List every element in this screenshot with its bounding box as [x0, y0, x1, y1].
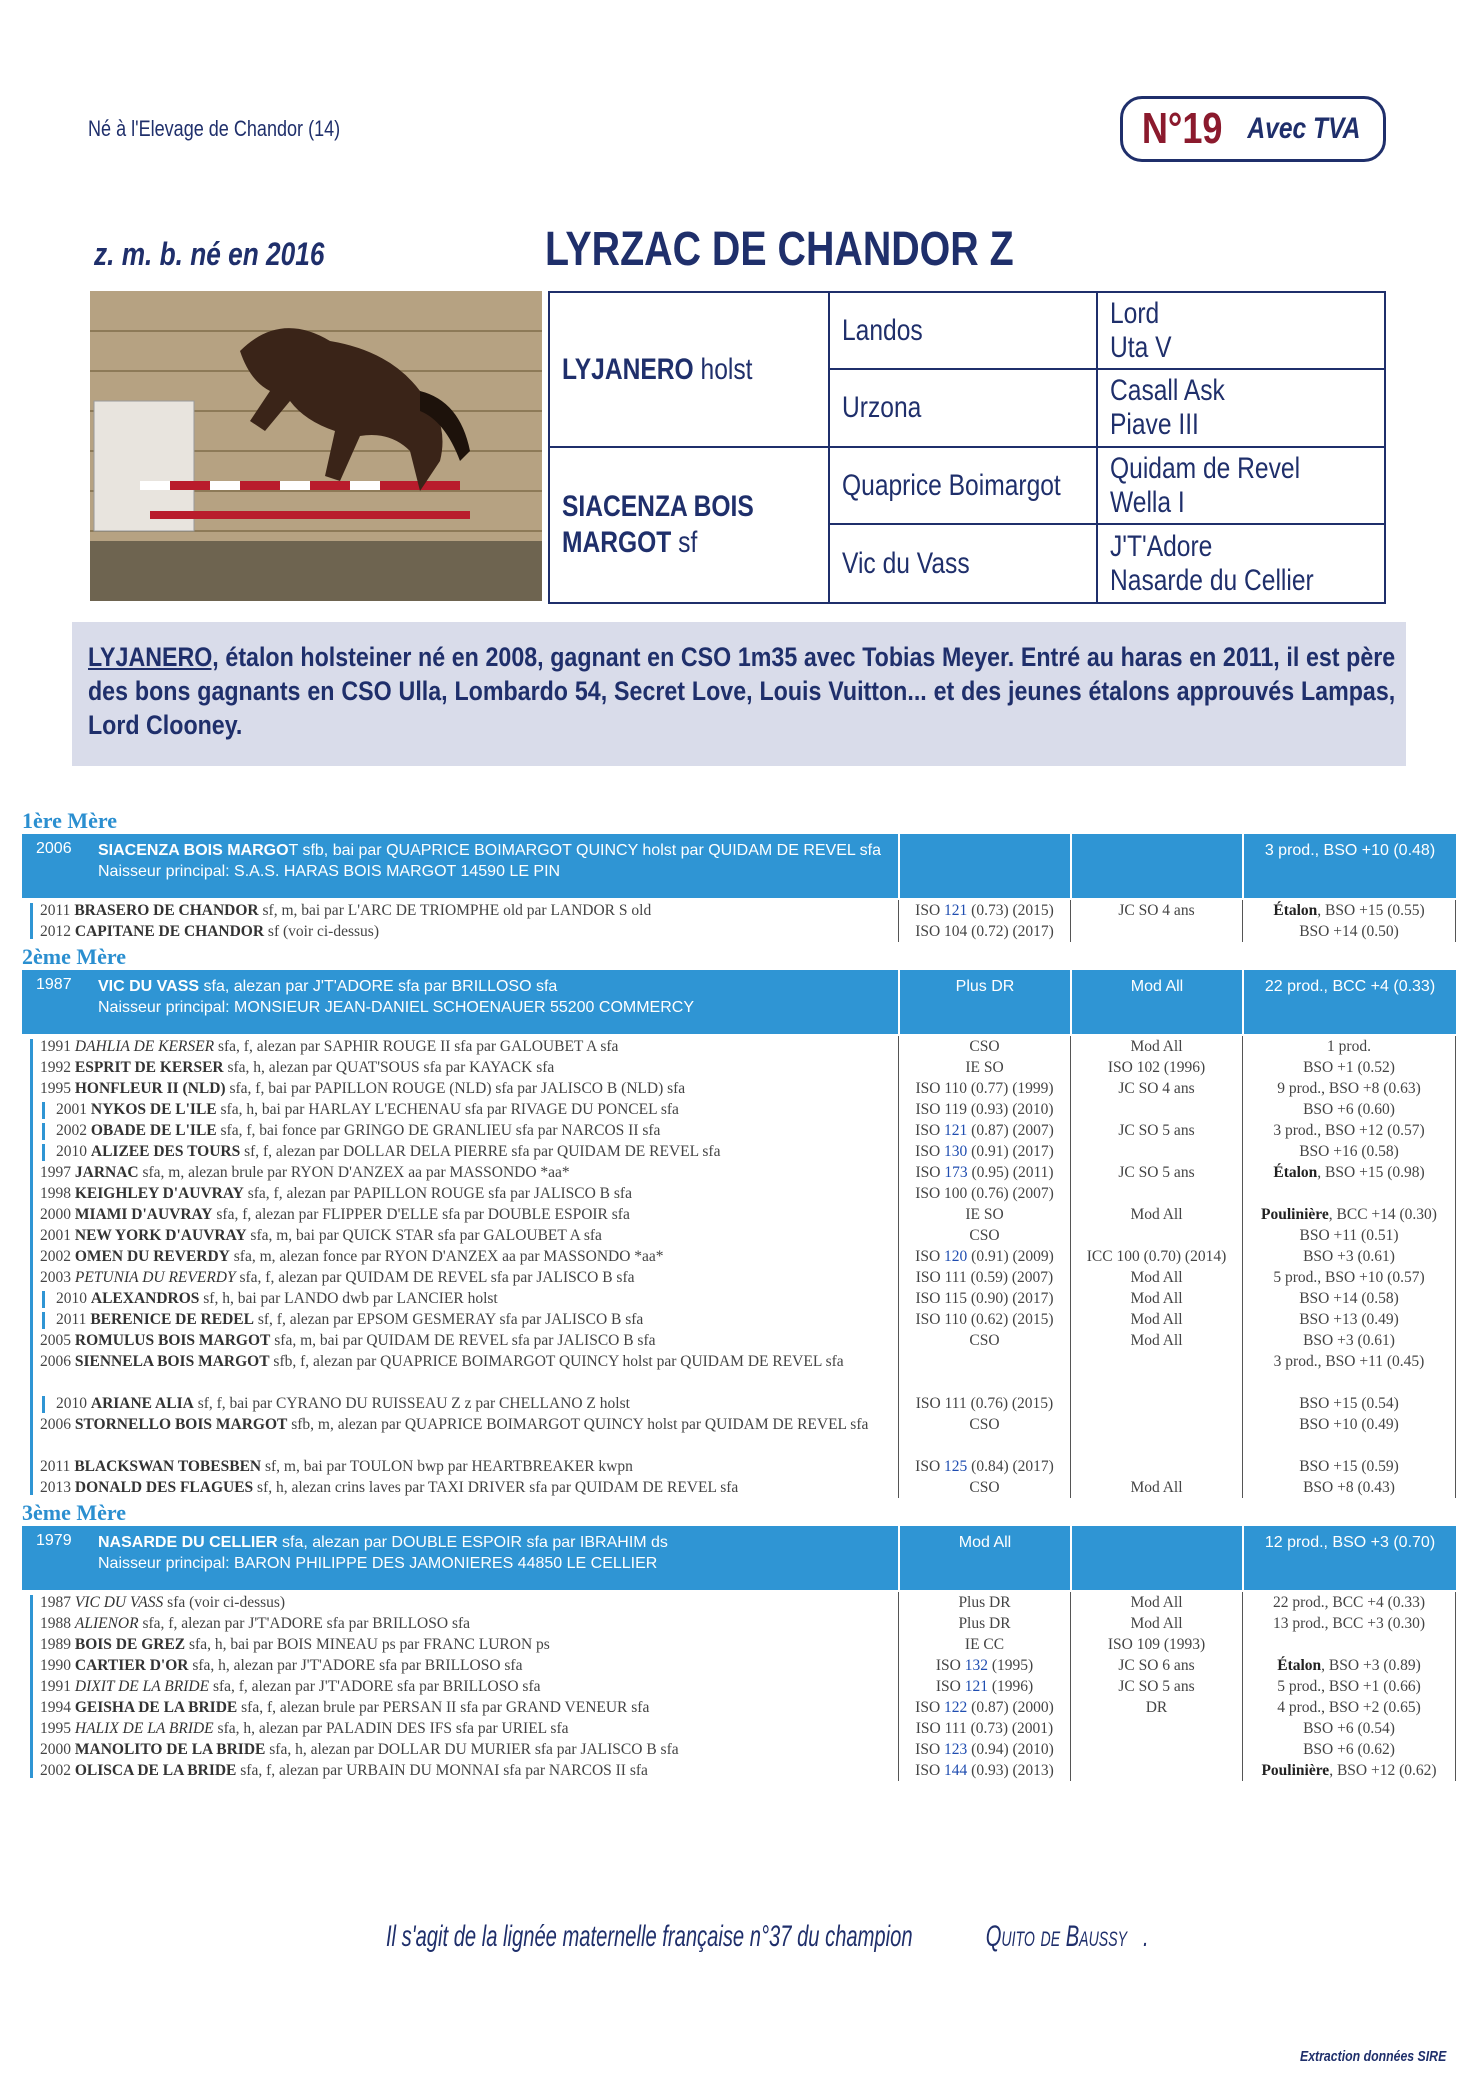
row-col2: JC SO 5 ans: [1070, 1676, 1242, 1697]
row-col2: Mod All: [1070, 1330, 1242, 1351]
mere2-name-tail: sfa, alezan par J'T'ADORE sfa par BRILLOSO sfa: [199, 978, 558, 995]
mere3-col3: 12 prod., BSO +3 (0.70): [1242, 1526, 1456, 1590]
mere3-description: [98, 1532, 898, 1574]
row-col2: Mod All: [1070, 1267, 1242, 1288]
row-description: 2010 ALIZEE DES TOURS sf, f, alezan par DOLLAR DELA PIERRE sfa par QUIDAM DE REVEL sfa: [56, 1143, 721, 1160]
row-description: 2002 OMEN DU REVERDY sfa, m, alezan fonce par RYON D'ANZEX aa par MASSONDO *aa*: [40, 1248, 664, 1265]
row-horse-name: HONFLEUR II (NLD): [74, 1080, 226, 1097]
row-horse-name: MANOLITO DE LA BRIDE: [74, 1741, 266, 1758]
row-col2: JC SO 6 ans: [1070, 1655, 1242, 1676]
mere1-col3: 3 prod., BSO +10 (0.48): [1242, 834, 1456, 898]
row-col3: Étalon, BSO +15 (0.98): [1242, 1162, 1456, 1183]
mere3-header: [22, 1526, 1456, 1590]
row-horse-name: ARIANE ALIA: [90, 1395, 194, 1412]
mere3-col2: [1070, 1526, 1242, 1590]
gen3-7: J'T'Adore: [1110, 529, 1213, 563]
mere1-year: 2006: [36, 840, 72, 857]
dam-cell: [548, 446, 830, 604]
table-row: [22, 921, 1456, 942]
gen3-5: Quidam de Revel: [1110, 451, 1301, 485]
lineage-note-champion: Quito de Baussy: [985, 1920, 1127, 1953]
score-highlight: 121: [944, 1122, 968, 1139]
mere1-name: SIACENZA BOIS MARGO: [98, 842, 289, 859]
score-highlight: 125: [944, 1458, 968, 1475]
row-description: 2011 BRASERO DE CHANDOR sf, m, bai par L'ARC DE TRIOMPHE old par LANDOR S old: [40, 902, 652, 919]
row-col3: BSO +10 (0.49): [1242, 1414, 1456, 1456]
row-col1: CSO: [898, 1330, 1070, 1351]
row-col2: [1070, 1099, 1242, 1120]
mere1-col1: [898, 834, 1070, 898]
table-row: [22, 1592, 1456, 1613]
row-col2: [1070, 1225, 1242, 1246]
mere2-year: 1987: [36, 976, 72, 993]
row-col1: ISO 121 (0.73) (2015): [898, 900, 1070, 921]
row-description: 2002 OLISCA DE LA BRIDE sfa, f, alezan par URBAIN DU MONNAI sfa par NARCOS II sfa: [40, 1762, 648, 1779]
gen3-8: Nasarde du Cellier: [1110, 563, 1314, 597]
table-row: [22, 1162, 1456, 1183]
row-col3: BSO +6 (0.62): [1242, 1739, 1456, 1760]
row-description: 2000 MIAMI D'AUVRAY sfa, f, alezan par FLIPPER D'ELLE sfa par DOUBLE ESPOIR sfa: [40, 1206, 630, 1223]
row-col2: JC SO 5 ans: [1070, 1120, 1242, 1141]
dam-sire-cell: [828, 446, 1098, 525]
row-col3: Étalon, BSO +3 (0.89): [1242, 1655, 1456, 1676]
table-row: [22, 1634, 1456, 1655]
row-col2: [1070, 1393, 1242, 1414]
mere2-col2: Mod All: [1070, 970, 1242, 1034]
lineage-note-end: .: [1142, 1920, 1149, 1953]
row-horse-name: GEISHA DE LA BRIDE: [74, 1699, 238, 1716]
row-col3: BSO +8 (0.43): [1242, 1477, 1456, 1498]
sex-year: z. m. b. né en 2016: [94, 236, 325, 272]
indent-bar: [42, 1144, 45, 1161]
row-horse-name: STORNELLO BOIS MARGOT: [74, 1416, 288, 1433]
status-label: Étalon: [1277, 1657, 1322, 1674]
row-col1: ISO 130 (0.91) (2017): [898, 1141, 1070, 1162]
mere2-col1: Plus DR: [898, 970, 1070, 1034]
row-col1: ISO 173 (0.95) (2011): [898, 1162, 1070, 1183]
mere1-line-bar: [30, 903, 33, 939]
row-col2: ISO 109 (1993): [1070, 1634, 1242, 1655]
indent-bar: [42, 1291, 45, 1308]
row-description: 2001 NEW YORK D'AUVRAY sfa, m, bai par QUICK STAR sfa par GALOUBET A sfa: [40, 1227, 602, 1244]
dam-sire: Quaprice Boimargot: [842, 468, 1061, 502]
row-description: 2013 DONALD DES FLAGUES sf, h, alezan crins laves par TAXI DRIVER sfa par QUIDAM DE REVEL sfa: [40, 1479, 739, 1496]
row-col2: [1070, 1760, 1242, 1781]
gen3-cell-2: [1096, 368, 1386, 448]
row-horse-name: CAPITANE DE CHANDOR: [74, 923, 265, 940]
row-col1: ISO 121 (1996): [898, 1676, 1070, 1697]
row-horse-name: NEW YORK D'AUVRAY: [74, 1227, 247, 1244]
row-horse-name: KEIGHLEY D'AUVRAY: [74, 1185, 244, 1202]
lot-number: N°19: [1141, 104, 1223, 153]
row-col3: 5 prod., BSO +1 (0.66): [1242, 1676, 1456, 1697]
row-horse-name: BRASERO DE CHANDOR: [74, 902, 259, 919]
row-col1: ISO 144 (0.93) (2013): [898, 1760, 1070, 1781]
dam-dam-cell: [828, 523, 1098, 604]
row-col1: ISO 120 (0.91) (2009): [898, 1246, 1070, 1267]
row-col1: [898, 1351, 1070, 1393]
row-col3: BSO +14 (0.58): [1242, 1288, 1456, 1309]
row-horse-name: NYKOS DE L'ILE: [90, 1101, 217, 1118]
data-source: Extraction données SIRE: [1300, 2048, 1447, 2065]
row-description: 1992 ESPRIT DE KERSER sfa, h, alezan par QUAT'SOUS sfa par KAYACK sfa: [40, 1059, 555, 1076]
gen3-6: Wella I: [1110, 485, 1185, 519]
row-col2: Mod All: [1070, 1613, 1242, 1634]
mere1-label: 1ère Mère: [22, 808, 118, 833]
row-col1: IE SO: [898, 1204, 1070, 1225]
row-description: 1997 JARNAC sfa, m, alezan brule par RYON D'ANZEX aa par MASSONDO *aa*: [40, 1164, 570, 1181]
mere3-year: 1979: [36, 1532, 72, 1549]
row-col2: [1070, 1739, 1242, 1760]
row-horse-name: BLACKSWAN TOBESBEN: [74, 1458, 262, 1475]
row-horse-name: BOIS DE GREZ: [74, 1636, 186, 1653]
row-horse-name: OMEN DU REVERDY: [74, 1248, 230, 1265]
sire-dam: Urzona: [842, 391, 922, 424]
row-horse-name: SIENNELA BOIS MARGOT: [74, 1353, 270, 1370]
gen3-3: Casall Ask: [1110, 374, 1225, 407]
sire-breed: holst: [700, 352, 753, 386]
pedigree-table: [548, 291, 1386, 604]
mere2-breeder: Naisseur principal: MONSIEUR JEAN-DANIEL SCHOENAUER 55200 COMMERCY: [98, 999, 694, 1016]
row-description: 2006 STORNELLO BOIS MARGOT sfb, m, alezan par QUAPRICE BOIMARGOT QUINCY holst par QUIDAM DE REVEL sfa: [40, 1416, 869, 1433]
mere3-name-tail: sfa, alezan par DOUBLE ESPOIR sfa par IBRAHIM ds: [277, 1534, 668, 1551]
row-col2: JC SO 4 ans: [1070, 900, 1242, 921]
table-row: [22, 1141, 1456, 1162]
lot-tax: Avec TVA: [1247, 112, 1361, 145]
table-row: [22, 900, 1456, 921]
row-horse-name: CARTIER D'OR: [74, 1657, 189, 1674]
mere1-name-tail: T sfb, bai par QUAPRICE BOIMARGOT QUINCY holst par QUIDAM DE REVEL sfa: [288, 842, 881, 859]
row-horse-name: ROMULUS BOIS MARGOT: [74, 1332, 271, 1349]
table-row: [22, 1225, 1456, 1246]
score-highlight: 121: [944, 902, 968, 919]
row-col3: [1242, 1634, 1456, 1655]
row-description: 1998 KEIGHLEY D'AUVRAY sfa, f, alezan par PAPILLON ROUGE sfa par JALISCO B sfa: [40, 1185, 632, 1202]
row-col1: CSO: [898, 1225, 1070, 1246]
row-col3: BSO +14 (0.50): [1242, 921, 1456, 942]
mere1-description: [98, 840, 898, 882]
sire-info-body: étalon holsteiner né en 2008, gagnant en CSO 1m35 avec Tobias Meyer. Entré au haras en 2011, il est père des bons gagnants en CSO Ulla, Lombardo 54, Secret Love, Louis Vuitton... et des jeunes étalons approuvés Lampas, Lord Clooney.: [88, 642, 1396, 740]
row-horse-name: ALIZEE DES TOURS: [90, 1143, 241, 1160]
row-col3: 9 prod., BSO +8 (0.63): [1242, 1078, 1456, 1099]
row-horse-name: ALIENOR: [74, 1615, 139, 1632]
gen3-cell-1: [1096, 291, 1386, 370]
mere1-header: [22, 834, 1456, 898]
row-description: 2003 PETUNIA DU REVERDY sfa, f, alezan par QUIDAM DE REVEL sfa par JALISCO B sfa: [40, 1269, 635, 1286]
mere3-line-bar: [30, 1595, 33, 1778]
mere2-name: VIC DU VASS: [98, 978, 200, 995]
row-description: 2005 ROMULUS BOIS MARGOT sfa, m, bai par QUIDAM DE REVEL sfa par JALISCO B sfa: [40, 1332, 656, 1349]
lineage-note: [0, 1920, 1477, 1954]
table-row: [22, 1739, 1456, 1760]
indent-bar: [42, 1102, 45, 1119]
sire-dam-cell: [828, 368, 1098, 448]
status-label: Poulinière: [1261, 1206, 1329, 1223]
row-col2: [1070, 1141, 1242, 1162]
row-col2: DR: [1070, 1697, 1242, 1718]
row-col3: 5 prod., BSO +10 (0.57): [1242, 1267, 1456, 1288]
row-description: 2010 ALEXANDROS sf, h, bai par LANDO dwb par LANCIER holst: [56, 1290, 498, 1307]
row-description: 2011 BLACKSWAN TOBESBEN sf, m, bai par TOULON bwp par HEARTBREAKER kwpn: [40, 1458, 633, 1475]
row-col3: Poulinière, BCC +14 (0.30): [1242, 1204, 1456, 1225]
mere1-col2: [1070, 834, 1242, 898]
row-horse-name: DIXIT DE LA BRIDE: [74, 1678, 210, 1695]
table-row: [22, 1246, 1456, 1267]
mere3-name: NASARDE DU CELLIER: [98, 1534, 278, 1551]
row-horse-name: OBADE DE L'ILE: [90, 1122, 217, 1139]
row-col3: BSO +6 (0.60): [1242, 1099, 1456, 1120]
mere2-description: [98, 976, 898, 1018]
row-description: 2006 SIENNELA BOIS MARGOT sfb, f, alezan par QUAPRICE BOIMARGOT QUINCY holst par QUIDAM DE REVEL sfa: [40, 1353, 844, 1370]
mere2-line-bar: [30, 1039, 33, 1495]
dam-name: SIACENZA BOIS MARGOT: [562, 490, 754, 559]
row-col3: [1242, 1183, 1456, 1204]
row-col1: ISO 123 (0.94) (2010): [898, 1739, 1070, 1760]
row-col3: BSO +1 (0.52): [1242, 1057, 1456, 1078]
status-label: Poulinière: [1261, 1762, 1330, 1779]
birthplace: Né à l'Elevage de Chandor (14): [88, 116, 341, 141]
row-horse-name: BERENICE DE REDEL: [90, 1311, 254, 1328]
row-col1: ISO 122 (0.87) (2000): [898, 1697, 1070, 1718]
row-col1: CSO: [898, 1036, 1070, 1057]
score-highlight: 123: [944, 1741, 968, 1758]
row-col2: [1070, 1414, 1242, 1456]
table-row: [22, 1057, 1456, 1078]
mere2-header: [22, 970, 1456, 1034]
table-row: [22, 1456, 1456, 1477]
table-row: [22, 1330, 1456, 1351]
sire-info-text: [88, 640, 1395, 742]
row-col1: IE CC: [898, 1634, 1070, 1655]
row-horse-name: DONALD DES FLAGUES: [74, 1479, 254, 1496]
row-description: 2000 MANOLITO DE LA BRIDE sfa, h, alezan par DOLLAR DU MURIER sfa par JALISCO B sfa: [40, 1741, 679, 1758]
mere3-col1: Mod All: [898, 1526, 1070, 1590]
row-col3: 13 prod., BCC +3 (0.30): [1242, 1613, 1456, 1634]
row-col1: CSO: [898, 1414, 1070, 1456]
table-row: [22, 1078, 1456, 1099]
gen3-4: Piave III: [1110, 408, 1199, 441]
row-col2: Mod All: [1070, 1309, 1242, 1330]
row-description: 1991 DIXIT DE LA BRIDE sfa, f, alezan par J'T'ADORE sfa par BRILLOSO sfa: [40, 1678, 541, 1695]
row-description: 1994 GEISHA DE LA BRIDE sfa, f, alezan brule par PERSAN II sfa par GRAND VENEUR sfa: [40, 1699, 650, 1716]
row-col2: [1070, 1456, 1242, 1477]
table-row: [22, 1120, 1456, 1141]
dam-dam: Vic du Vass: [842, 546, 970, 580]
table-row: [22, 1099, 1456, 1120]
table-row: [22, 1613, 1456, 1634]
table-row: [22, 1697, 1456, 1718]
score-highlight: 130: [944, 1143, 968, 1160]
row-description: 1988 ALIENOR sfa, f, alezan par J'T'ADORE sfa par BRILLOSO sfa: [40, 1615, 471, 1632]
row-col2: [1070, 921, 1242, 942]
row-description: 2001 NYKOS DE L'ILE sfa, h, bai par HARLAY L'ECHENAU sfa par RIVAGE DU PONCEL sfa: [56, 1101, 679, 1118]
row-col2: [1070, 1351, 1242, 1393]
row-col1: ISO 104 (0.72) (2017): [898, 921, 1070, 942]
row-description: 1989 BOIS DE GREZ sfa, h, bai par BOIS MINEAU ps par FRANC LURON ps: [40, 1636, 550, 1653]
row-col2: Mod All: [1070, 1036, 1242, 1057]
sire-sire: Landos: [842, 313, 923, 347]
row-horse-name: PETUNIA DU REVERDY: [74, 1269, 236, 1286]
row-description: 1987 VIC DU VASS sfa (voir ci-dessus): [40, 1594, 286, 1611]
table-row: [22, 1183, 1456, 1204]
horse-jumping-image: [90, 291, 542, 601]
row-horse-name: ALEXANDROS: [90, 1290, 200, 1307]
row-col1: ISO 110 (0.77) (1999): [898, 1078, 1070, 1099]
sire-cell: [548, 291, 830, 448]
row-col3: BSO +15 (0.54): [1242, 1393, 1456, 1414]
mere2-col3: 22 prod., BCC +4 (0.33): [1242, 970, 1456, 1034]
row-col3: 3 prod., BSO +12 (0.57): [1242, 1120, 1456, 1141]
table-row: [22, 1204, 1456, 1225]
table-row: [22, 1760, 1456, 1781]
table-row: [22, 1477, 1456, 1498]
horse-name: LYRZAC DE CHANDOR Z: [545, 223, 1014, 276]
row-horse-name: ESPRIT DE KERSER: [74, 1059, 224, 1076]
row-col2: ISO 102 (1996): [1070, 1057, 1242, 1078]
row-col1: IE SO: [898, 1057, 1070, 1078]
row-col2: Mod All: [1070, 1477, 1242, 1498]
row-col3: Poulinière, BSO +12 (0.62): [1242, 1760, 1456, 1781]
row-description: 1991 DAHLIA DE KERSER sfa, f, alezan par SAPHIR ROUGE II sfa par GALOUBET A sfa: [40, 1038, 619, 1055]
table-row: [22, 1718, 1456, 1739]
row-col2: Mod All: [1070, 1592, 1242, 1613]
table-row: [22, 1267, 1456, 1288]
row-col3: 3 prod., BSO +11 (0.45): [1242, 1351, 1456, 1393]
mere3-breeder: Naisseur principal: BARON PHILIPPE DES JAMONIERES 44850 LE CELLIER: [98, 1555, 658, 1572]
score-highlight: 144: [944, 1762, 968, 1779]
row-col1: ISO 121 (0.87) (2007): [898, 1120, 1070, 1141]
row-horse-name: DAHLIA DE KERSER: [74, 1038, 215, 1055]
row-col2: ICC 100 (0.70) (2014): [1070, 1246, 1242, 1267]
row-description: 2012 CAPITANE DE CHANDOR sf (voir ci-dessus): [40, 923, 379, 940]
row-col1: ISO 111 (0.59) (2007): [898, 1267, 1070, 1288]
mere1-breeder: Naisseur principal: S.A.S. HARAS BOIS MARGOT 14590 LE PIN: [98, 863, 561, 880]
score-highlight: 122: [944, 1699, 968, 1716]
row-col1: ISO 115 (0.90) (2017): [898, 1288, 1070, 1309]
horse-photo: [90, 291, 542, 601]
row-col1: CSO: [898, 1477, 1070, 1498]
row-col3: BSO +3 (0.61): [1242, 1246, 1456, 1267]
score-highlight: 121: [964, 1678, 988, 1695]
indent-bar: [42, 1396, 45, 1413]
row-description: 2010 ARIANE ALIA sf, f, bai par CYRANO DU RUISSEAU Z z par CHELLANO Z holst: [56, 1395, 630, 1412]
row-col1: ISO 100 (0.76) (2007): [898, 1183, 1070, 1204]
table-row: [22, 1036, 1456, 1057]
row-col1: Plus DR: [898, 1613, 1070, 1634]
gen3-cell-4: [1096, 523, 1386, 604]
row-col3: BSO +13 (0.49): [1242, 1309, 1456, 1330]
sire-name: LYJANERO: [562, 352, 694, 386]
score-highlight: 120: [944, 1248, 968, 1265]
row-col3: BSO +15 (0.59): [1242, 1456, 1456, 1477]
row-col2: Mod All: [1070, 1204, 1242, 1225]
mere3-label: 3ème Mère: [22, 1500, 127, 1525]
row-col1: ISO 119 (0.93) (2010): [898, 1099, 1070, 1120]
gen3-1: Lord: [1110, 296, 1160, 330]
row-col2: Mod All: [1070, 1288, 1242, 1309]
table-row: [22, 1393, 1456, 1414]
row-horse-name: VIC DU VASS: [74, 1594, 164, 1611]
row-col1: ISO 110 (0.62) (2015): [898, 1309, 1070, 1330]
table-row: [22, 1351, 1456, 1393]
row-horse-name: HALIX DE LA BRIDE: [74, 1720, 214, 1737]
row-col1: ISO 111 (0.73) (2001): [898, 1718, 1070, 1739]
row-col3: 22 prod., BCC +4 (0.33): [1242, 1592, 1456, 1613]
row-col3: BSO +11 (0.51): [1242, 1225, 1456, 1246]
gen3-2: Uta V: [1110, 330, 1172, 364]
row-col3: BSO +3 (0.61): [1242, 1330, 1456, 1351]
row-description: 1990 CARTIER D'OR sfa, h, alezan par J'T'ADORE sfa par BRILLOSO sfa: [40, 1657, 523, 1674]
table-row: [22, 1655, 1456, 1676]
status-label: Étalon: [1273, 902, 1318, 919]
row-col1: ISO 111 (0.76) (2015): [898, 1393, 1070, 1414]
row-description: 1995 HONFLEUR II (NLD) sfa, f, bai par PAPILLON ROUGE (NLD) sfa par JALISCO B (NLD) sfa: [40, 1080, 686, 1097]
score-highlight: 173: [944, 1164, 968, 1181]
status-label: Étalon: [1273, 1164, 1318, 1181]
lineage-note-text: Il s'agit de la lignée maternelle française n°37 du champion: [385, 1920, 913, 1953]
row-description: 2011 BERENICE DE REDEL sf, f, alezan par EPSOM GESMERAY sfa par JALISCO B sfa: [56, 1311, 644, 1328]
gen3-cell-3: [1096, 446, 1386, 525]
row-horse-name: JARNAC: [74, 1164, 139, 1181]
table-row: [22, 1414, 1456, 1456]
row-description: 1995 HALIX DE LA BRIDE sfa, h, alezan par PALADIN DES IFS sfa par URIEL sfa: [40, 1720, 569, 1737]
table-row: [22, 1288, 1456, 1309]
sire-info-box: [72, 622, 1406, 766]
row-col3: 4 prod., BSO +2 (0.65): [1242, 1697, 1456, 1718]
row-col2: [1070, 1718, 1242, 1739]
row-col2: [1070, 1183, 1242, 1204]
row-description: 2002 OBADE DE L'ILE sfa, f, bai fonce par GRINGO DE GRANLIEU sfa par NARCOS II sfa: [56, 1122, 661, 1139]
row-col3: Étalon, BSO +15 (0.55): [1242, 900, 1456, 921]
row-horse-name: OLISCA DE LA BRIDE: [74, 1762, 237, 1779]
row-col1: ISO 132 (1995): [898, 1655, 1070, 1676]
row-horse-name: MIAMI D'AUVRAY: [74, 1206, 213, 1223]
table-row: [22, 1309, 1456, 1330]
row-col1: ISO 125 (0.84) (2017): [898, 1456, 1070, 1477]
row-col1: Plus DR: [898, 1592, 1070, 1613]
dam-breed: sf: [678, 526, 698, 559]
row-col2: JC SO 5 ans: [1070, 1162, 1242, 1183]
row-col3: 1 prod.: [1242, 1036, 1456, 1057]
sire-sire-cell: [828, 291, 1098, 370]
indent-bar: [42, 1312, 45, 1329]
sire-info-link: LYJANERO,: [88, 642, 219, 672]
row-col3: BSO +16 (0.58): [1242, 1141, 1456, 1162]
table-row: [22, 1676, 1456, 1697]
row-col3: BSO +6 (0.54): [1242, 1718, 1456, 1739]
mere2-label: 2ème Mère: [22, 944, 127, 969]
lot-badge: [1120, 96, 1386, 162]
indent-bar: [42, 1123, 45, 1140]
score-highlight: 132: [964, 1657, 988, 1674]
row-col2: JC SO 4 ans: [1070, 1078, 1242, 1099]
